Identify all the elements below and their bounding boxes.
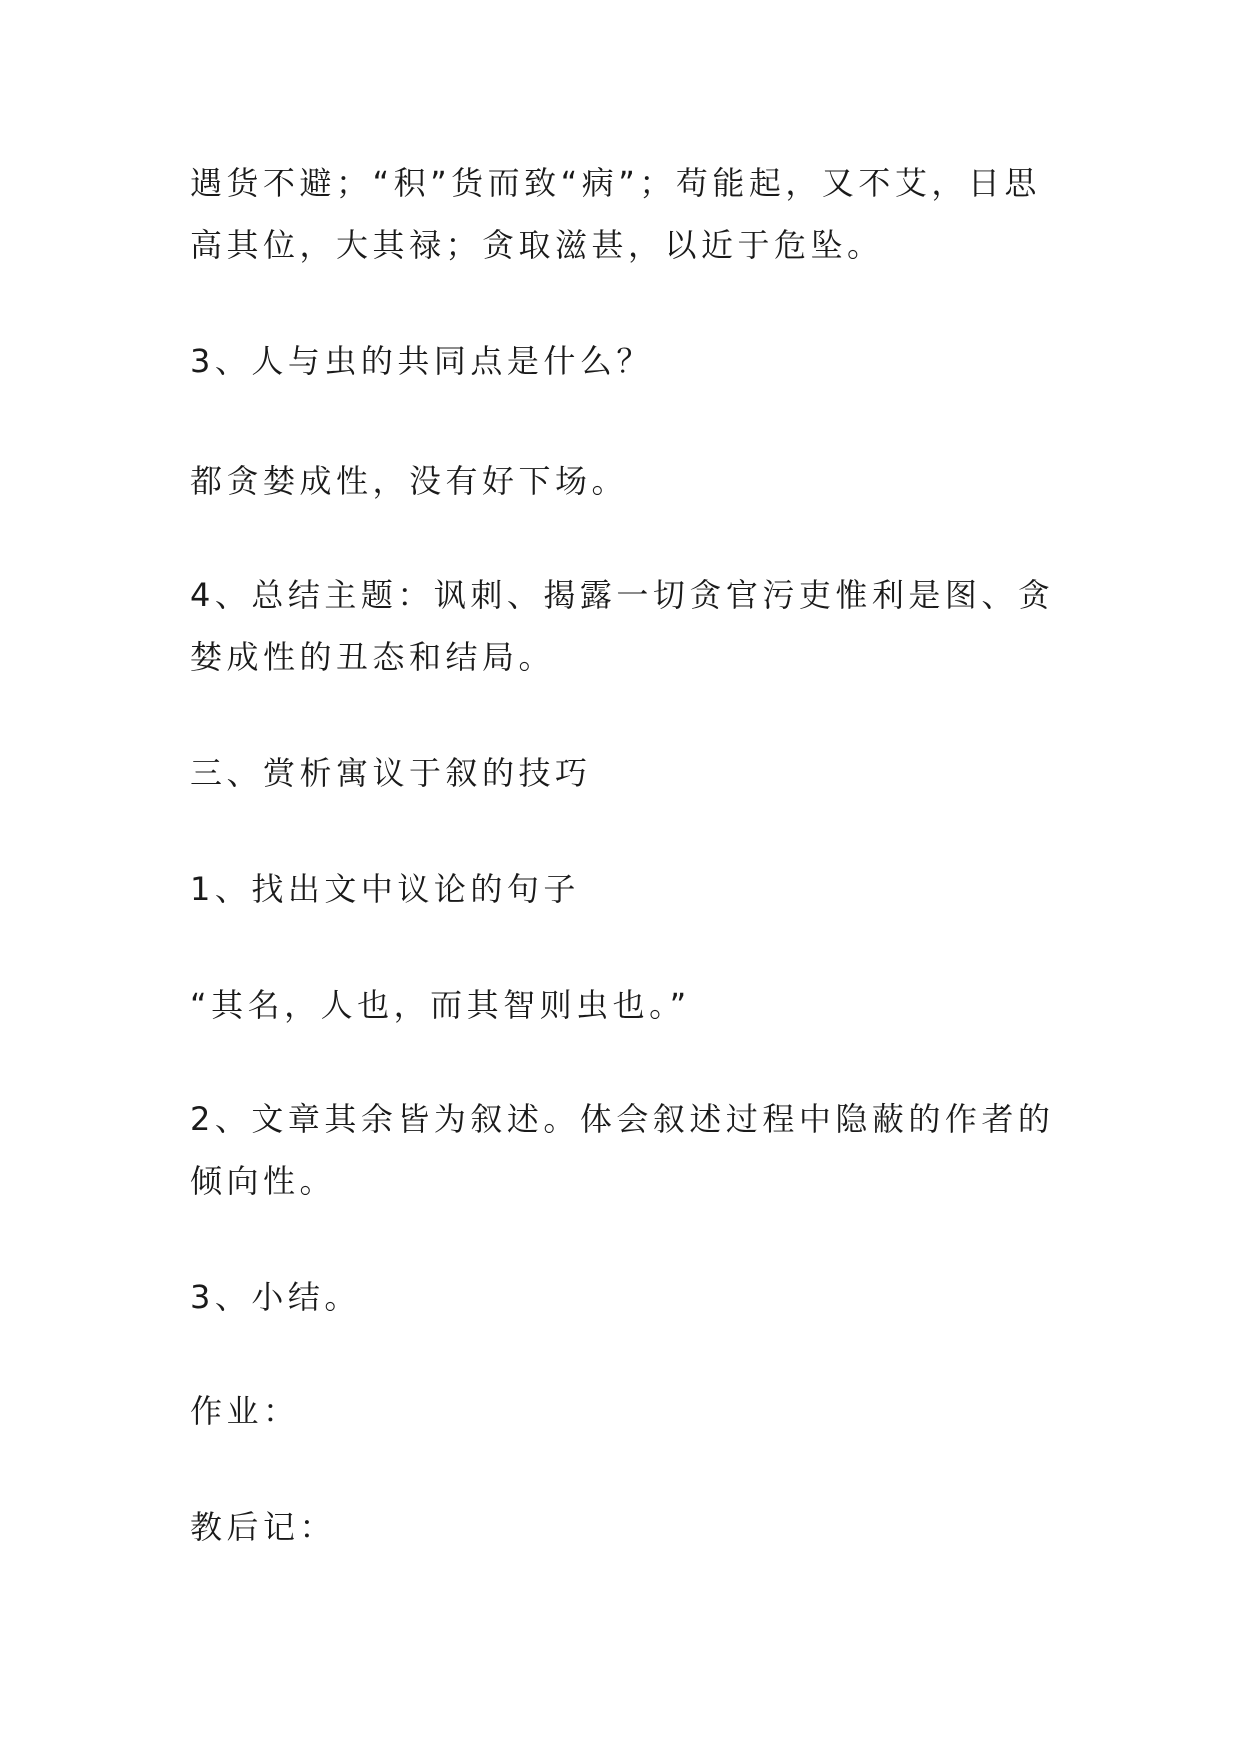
paragraph-6: “其名，人也，而其智则虫也。” (190, 986, 691, 1024)
paragraph-3: 都贪婪成性，没有好下场。 (190, 462, 629, 500)
section-heading: 三、赏析寓议于叙的技巧 (190, 754, 592, 792)
paragraph-1: 遇货不避；“积”货而致“病”；苟能起，又不艾，日思高其位，大其禄；贪取滋甚，以近于危坠。 (190, 164, 1041, 264)
paragraph-4: 4、总结主题：讽刺、揭露一切贪官污吏惟利是图、贪婪成性的丑态和结局。 (190, 576, 1055, 676)
post-teaching-notes-label: 教后记： (190, 1508, 337, 1546)
paragraph-5: 1、找出文中议论的句子 (190, 870, 580, 908)
paragraph-8: 3、小结。 (190, 1278, 361, 1316)
paragraph-2: 3、人与虫的共同点是什么？ (190, 342, 653, 380)
paragraph-7: 2、文章其余皆为叙述。体会叙述过程中隐蔽的作者的倾向性。 (190, 1100, 1055, 1200)
homework-label: 作业： (190, 1392, 300, 1430)
